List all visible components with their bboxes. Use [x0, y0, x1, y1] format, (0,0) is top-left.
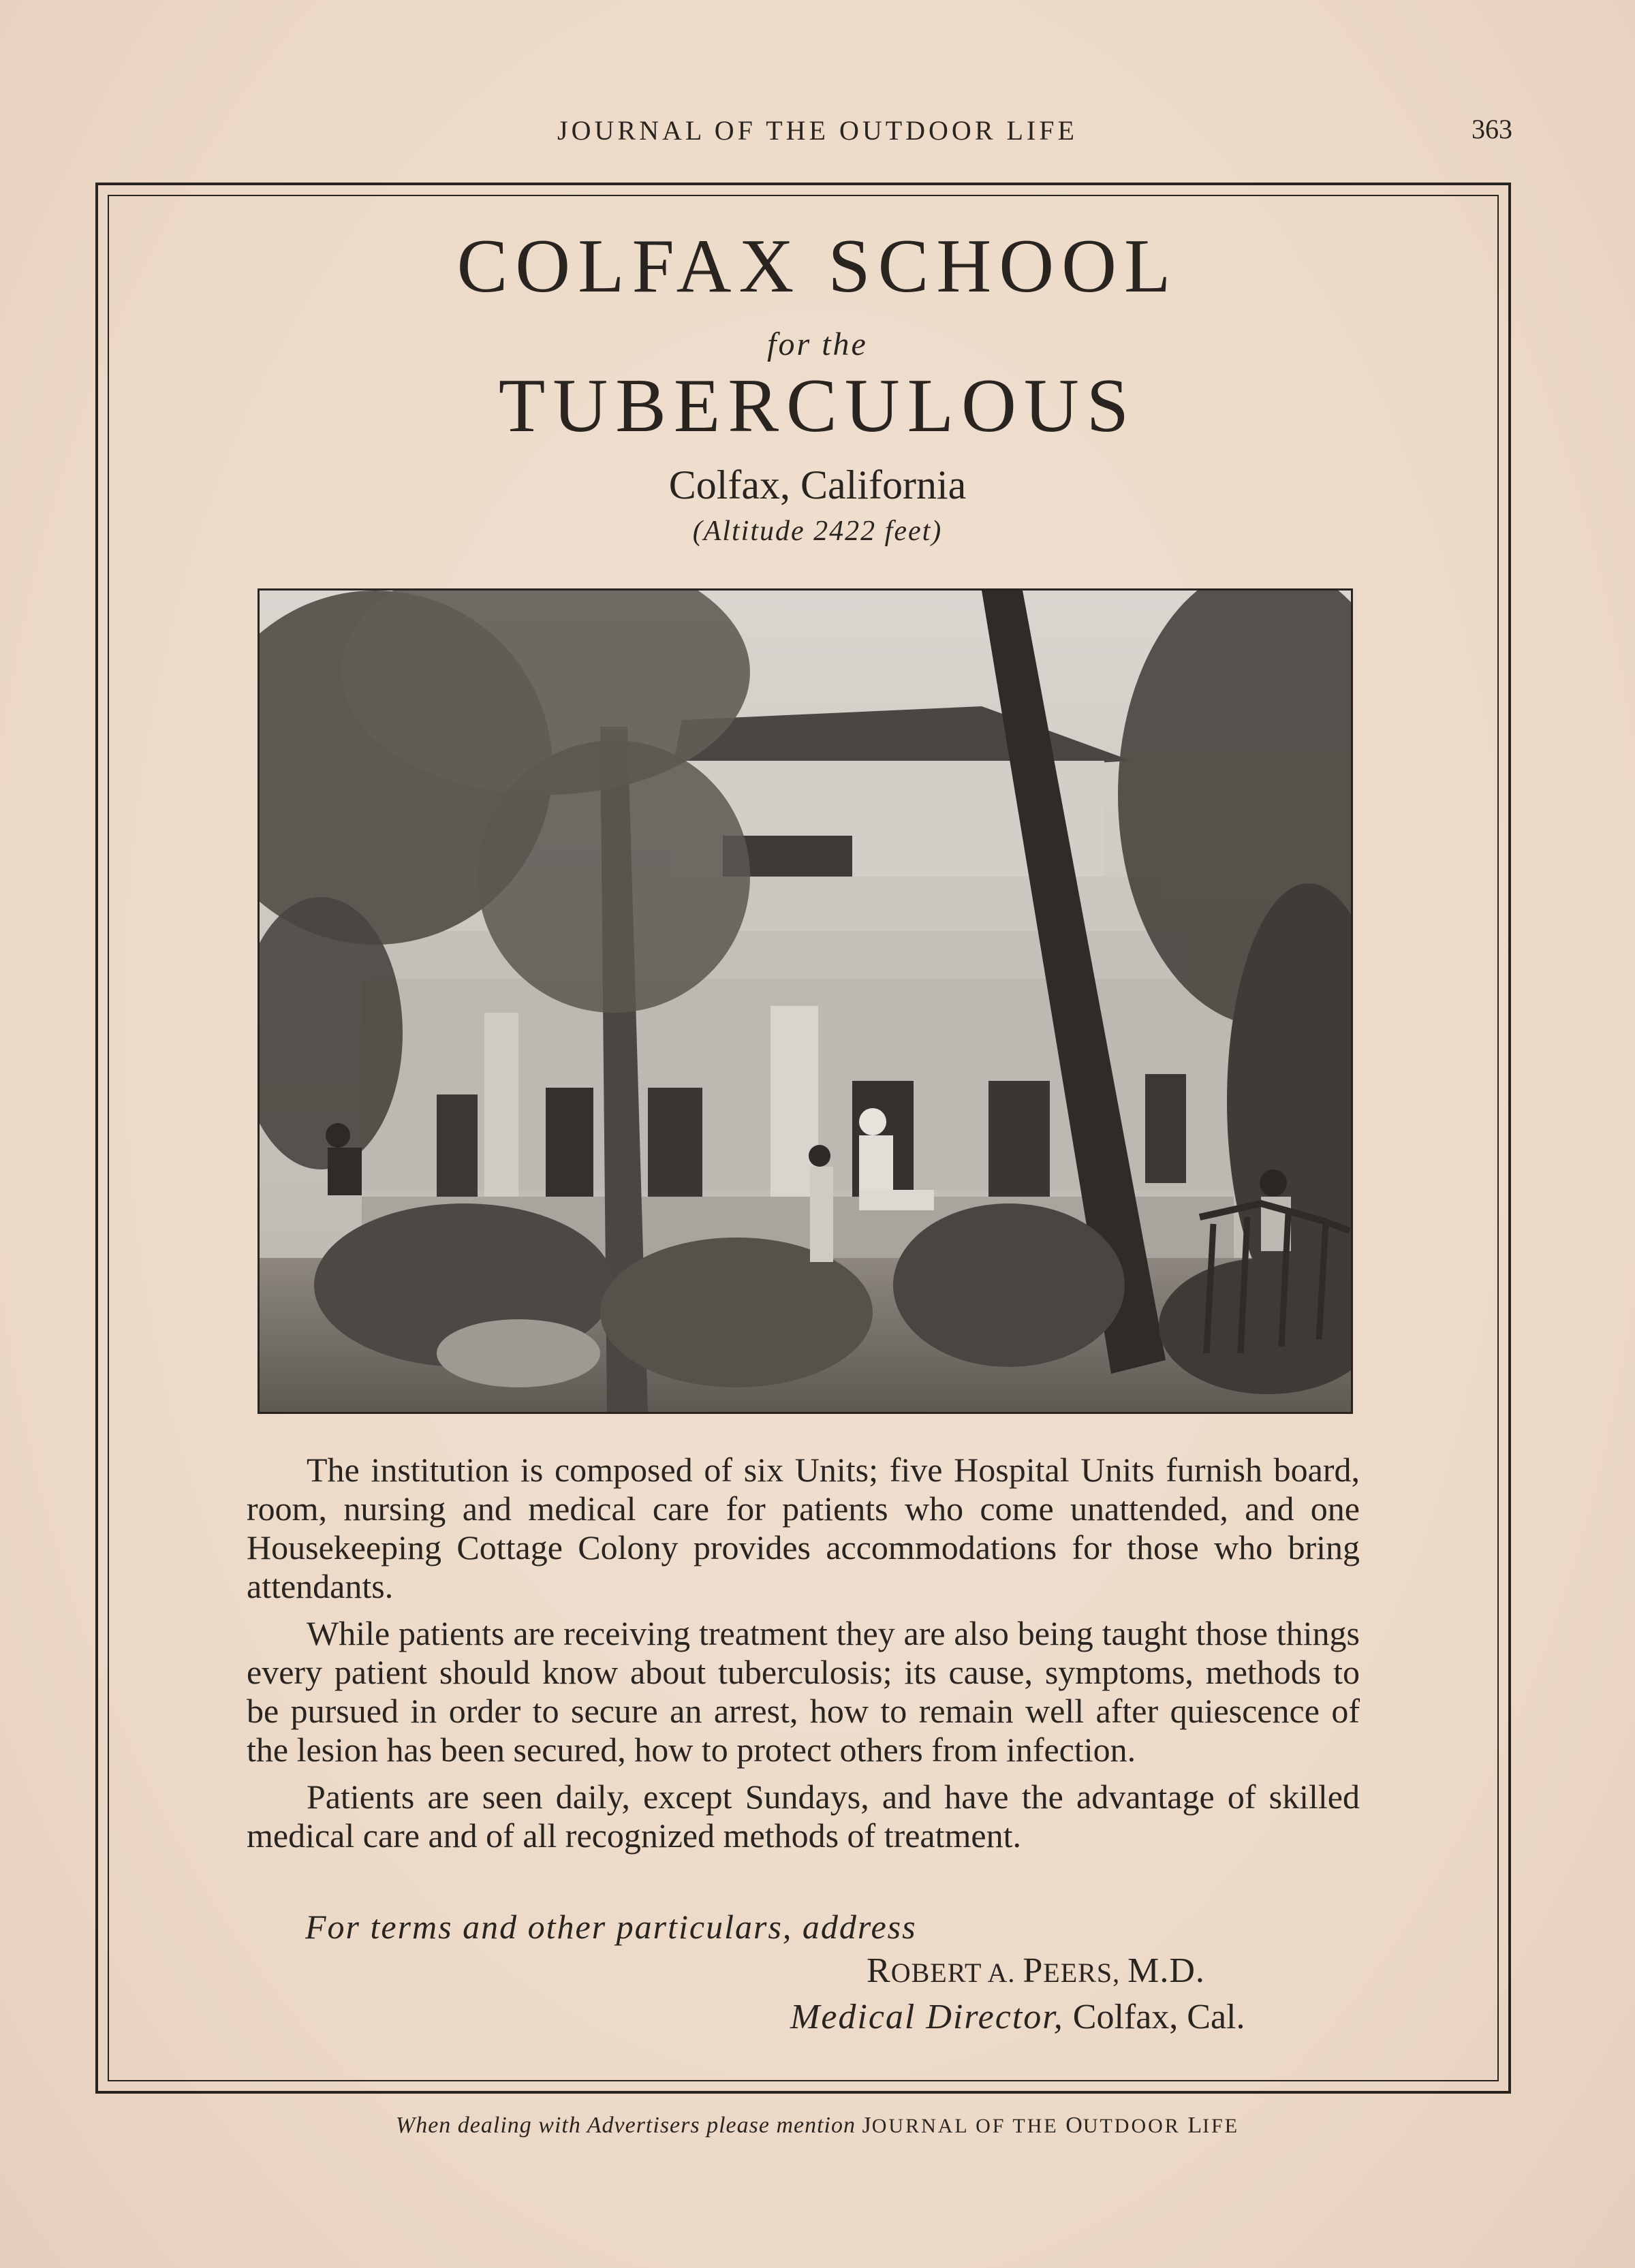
footer-journal-ournal: OURNAL OF THE — [871, 2115, 1066, 2137]
footer-journal-l: L — [1187, 2113, 1203, 2138]
footer-journal-j: J — [862, 2113, 872, 2138]
ad-location: Colfax, California — [668, 462, 967, 507]
photo-illustration — [260, 590, 1351, 1412]
ad-title: COLFAX SCHOOL — [456, 224, 1179, 309]
address-prompt: For terms and other particulars, address — [305, 1908, 917, 1946]
ad-subtitle: TUBERCULOUS — [498, 364, 1137, 448]
director-first-rest: OBERT A. — [890, 1957, 1023, 1988]
ad-altitude: (Altitude 2422 feet) — [692, 516, 943, 547]
building-photograph — [258, 588, 1353, 1414]
director-surname-rest: EERS, — [1043, 1957, 1128, 1988]
director-title — [790, 1997, 1245, 2037]
footer-journal-utdoor: UTDOOR — [1083, 2115, 1188, 2137]
page-number: 363 — [1472, 114, 1512, 144]
director-first-initial: R — [867, 1951, 891, 1990]
footer-journal-o: O — [1065, 2113, 1083, 2138]
director-surname-initial: P — [1023, 1951, 1044, 1990]
director-name — [867, 1951, 1205, 1991]
body-paragraph-1: The institution is composed of six Units; five Hospital Units furnish board, room, nursing and medical care for patients who come unattended, and one Housekeeping Cottage Colony provides accommodations for those who bring attendants. — [247, 1451, 1360, 1605]
director-place: Colfax, Cal. — [1072, 1998, 1245, 2036]
director-role: Medical Director, — [790, 1998, 1064, 2036]
ad-body — [247, 1451, 1360, 1863]
body-paragraph-3: Patients are seen daily, except Sundays, and have the advantage of skilled medical care and of all recognized methods of treatment. — [247, 1778, 1360, 1855]
footer-notice — [0, 2113, 1635, 2139]
body-paragraph-2: While patients are receiving treatment they are also being taught those things every patient should know about tuberculosis; its cause, symptoms, methods to be pursued in order to secure an arrest, how to remain well after quiescence of the lesion has been secured, how to protect others from infection. — [247, 1614, 1360, 1769]
ad-title-connector: for the — [767, 326, 868, 362]
director-degree: M.D. — [1127, 1951, 1205, 1990]
footer-journal-ife: IFE — [1202, 2115, 1240, 2137]
running-head: JOURNAL OF THE OUTDOOR LIFE — [557, 115, 1078, 146]
footer-notice-text: When dealing with Advertisers please mention — [395, 2113, 856, 2138]
